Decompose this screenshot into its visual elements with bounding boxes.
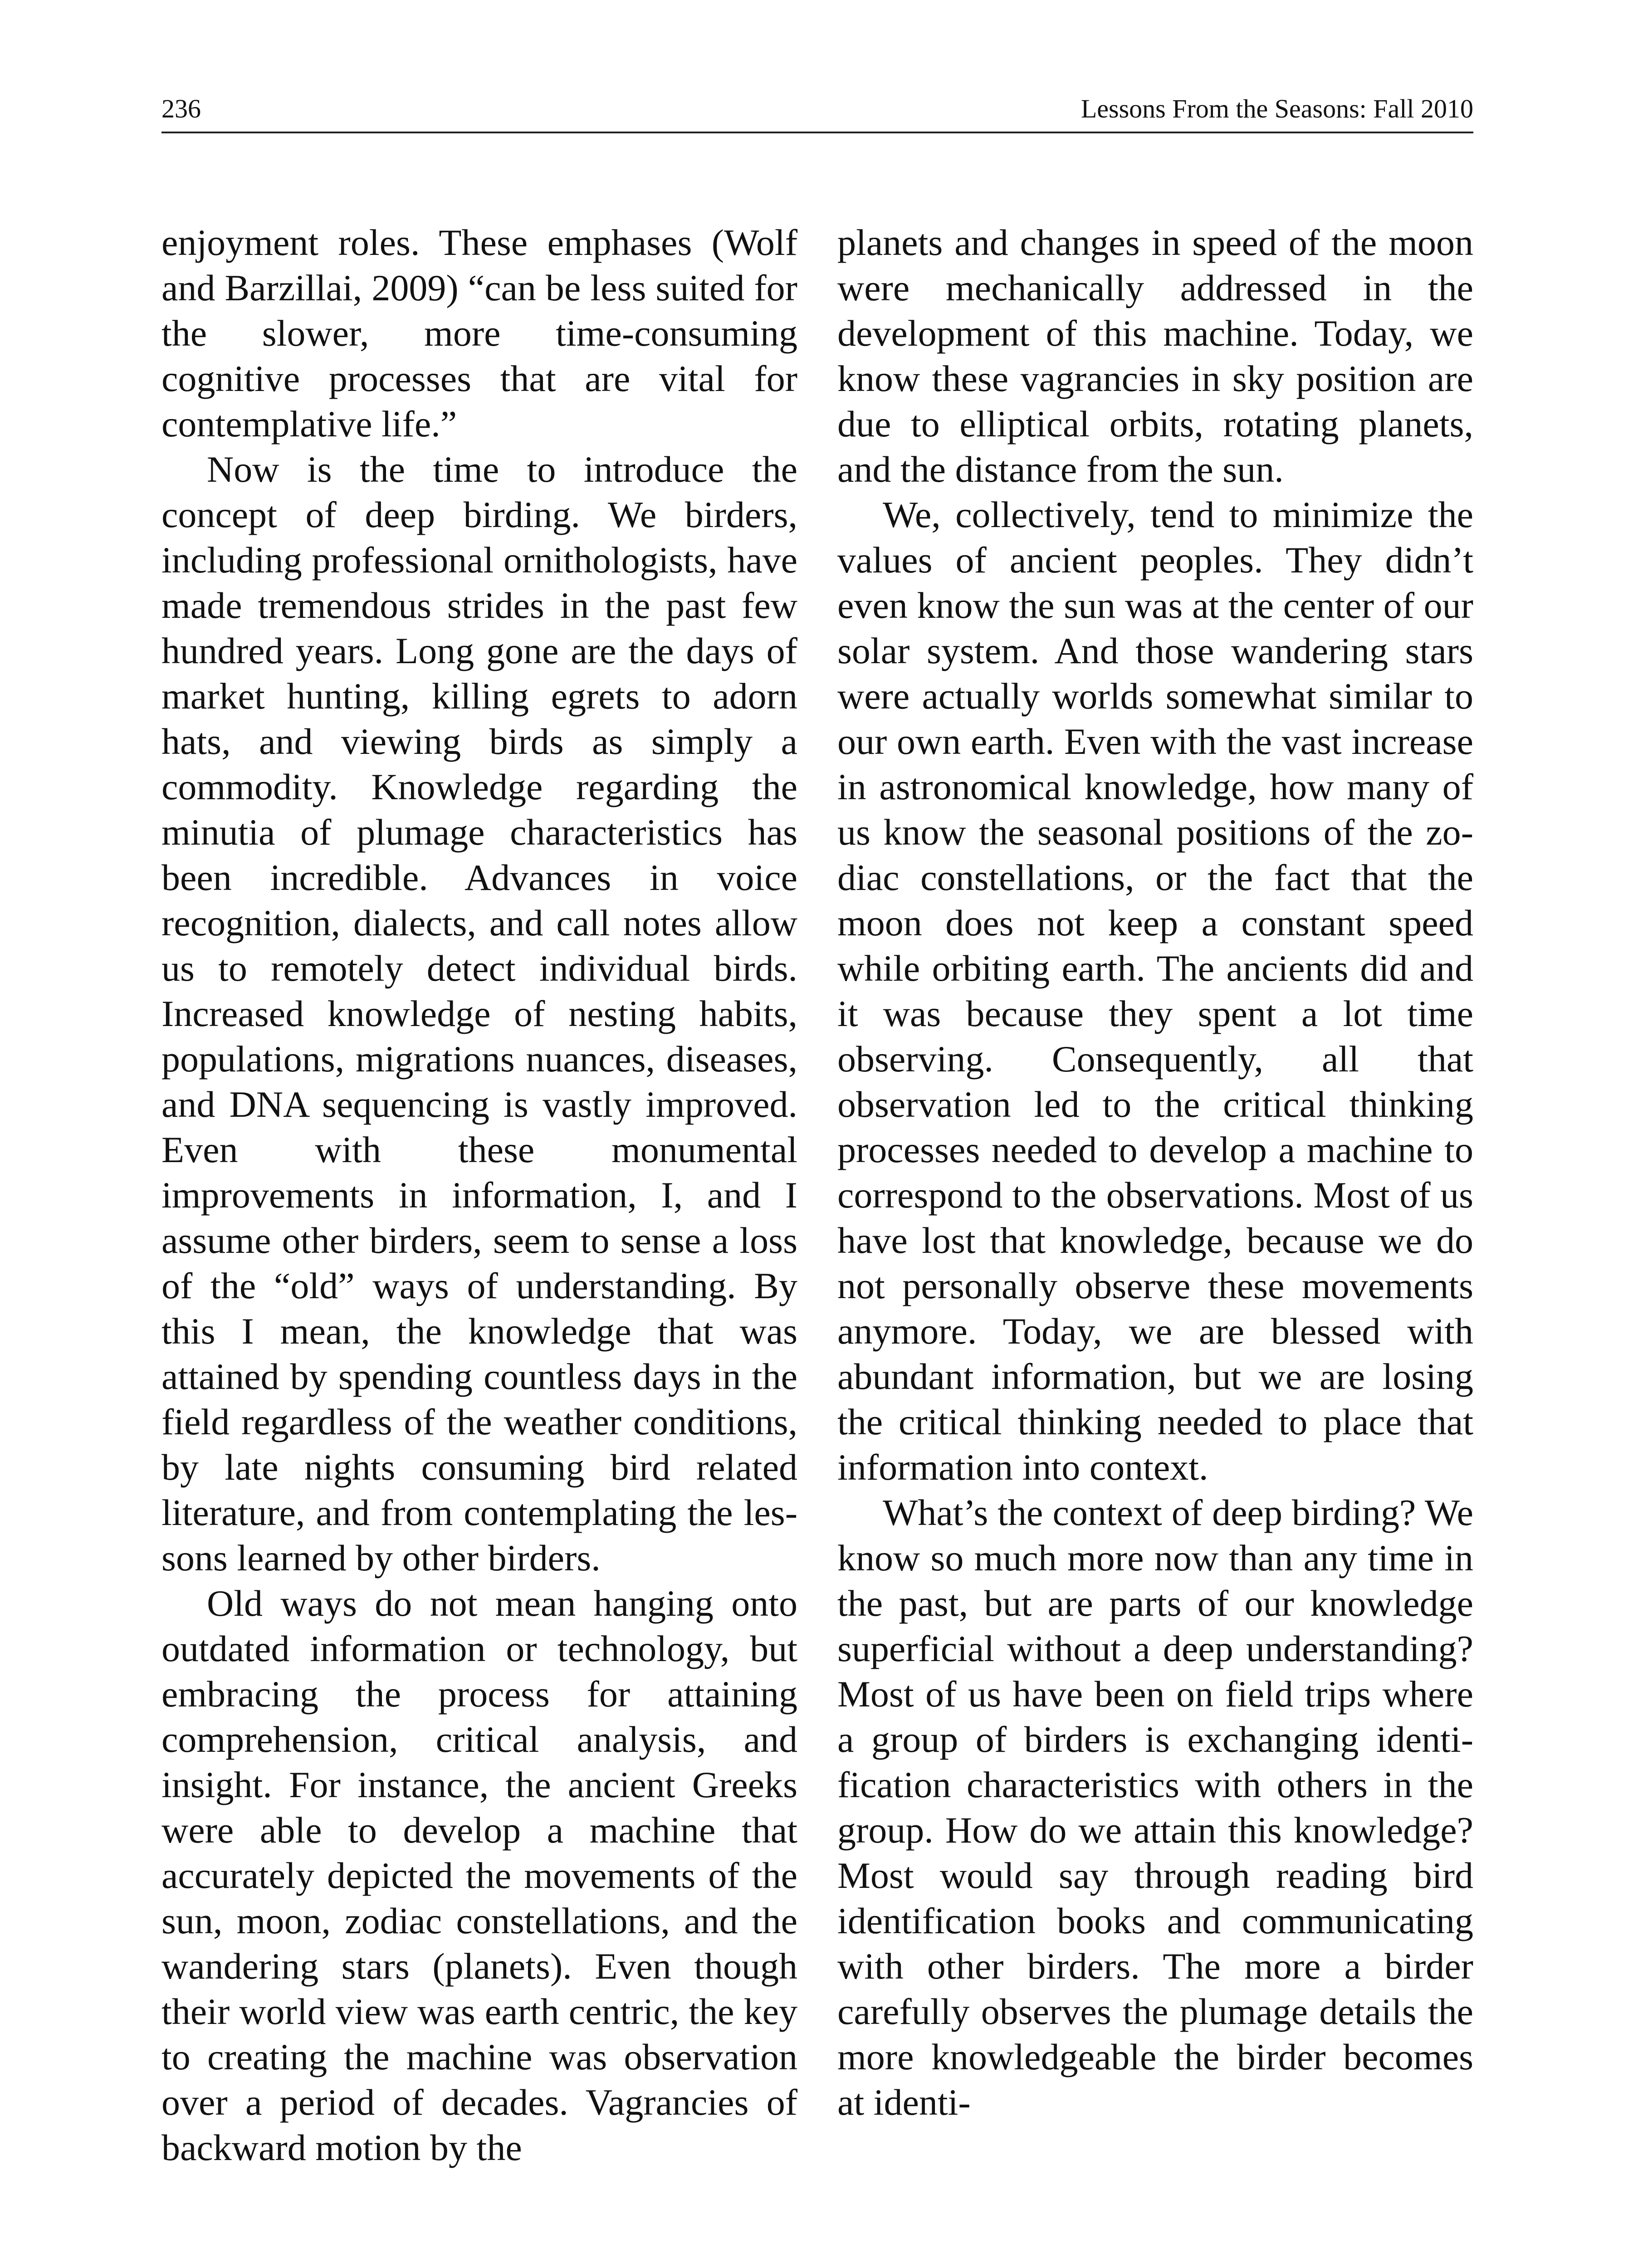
paragraph: What’s the context of deep birding? We know so much more now than any time in the past, but are parts of our knowledge superficial without a deep understanding? Most of us have been on field trips where a group of birders is exchanging identification characteristics with others in the group. How do we attain this knowledge? Most would say through reading bird identification books and communicating with other birders. The more a birder carefully observes the plumage details the more knowledgeable the birder becomes at identi- <box>837 1492 1473 2123</box>
paragraph: Old ways do not mean hanging onto outdated information or technology, but embracing the process for attaining comprehension, critical analysis, and insight. For instance, the ancient Greeks were able to develop a machine that accurately depicted the movements of the sun, moon, zodiac constellations, and the wandering stars (planets). Even though their world view was earth centric, the key to creating the machine was observation over a period of decades. Vagrancies of backward motion by the <box>161 1583 797 2168</box>
running-header <box>161 86 1473 133</box>
paragraph: enjoyment roles. These emphases (Wolf and Barzillai, 2009) “can be less suited for the slower, more time-consuming cognitive processes that are vital for contemplative life.” <box>161 222 797 445</box>
right-column <box>837 220 1473 2125</box>
paragraph: planets and changes in speed of the moon were mechanically addressed in the development of this machine. Today, we know these vagrancies in sky position are due to elliptical orbits, rotating planets, and the distance from the sun. <box>837 222 1473 490</box>
running-title: Lessons From the Seasons: Fall 2010 <box>1081 94 1473 123</box>
paragraph: Now is the time to introduce the concept of deep birding. We birders, including professional ornithologists, have made tremendous strides in the past few hundred years. Long gone are the days of market hunting, killing egrets to adorn hats, and viewing birds as simply a commodity. Knowledge regarding the minutia of plumage characteristics has been incredible. Advances in voice recognition, dialects, and call notes allow us to remotely detect individual birds. Increased knowledge of nesting habits, populations, migrations nuances, diseases, and DNA sequencing is vastly improved. Even with these monumental improvements in information, I, and I assume other birders, seem to sense a loss of the “old” ways of understanding. By this I mean, the knowledge that was attained by spending countless days in the field regardless of the weather conditions, by late nights consuming bird related literature, and from contemplating the lessons learned by other birders. <box>161 449 797 1579</box>
paragraph: We, collectively, tend to minimize the values of ancient peoples. They didn’t even know the sun was at the center of our solar system. And those wandering stars were actually worlds somewhat similar to our own earth. Even with the vast increase in astronomical knowledge, how many of us know the seasonal positions of the zodiac constellations, or the fact that the moon does not keep a constant speed while orbiting earth. The ancients did and it was because they spent a lot time observing. Consequently, all that observation led to the critical thinking processes needed to develop a machine to correspond to the observations. Most of us have lost that knowledge, because we do not personally observe these movements anymore. Today, we are blessed with abundant information, but we are losing the critical thinking needed to place that information into context. <box>837 494 1473 1488</box>
left-column <box>161 220 797 2170</box>
page-number: 236 <box>161 94 201 123</box>
